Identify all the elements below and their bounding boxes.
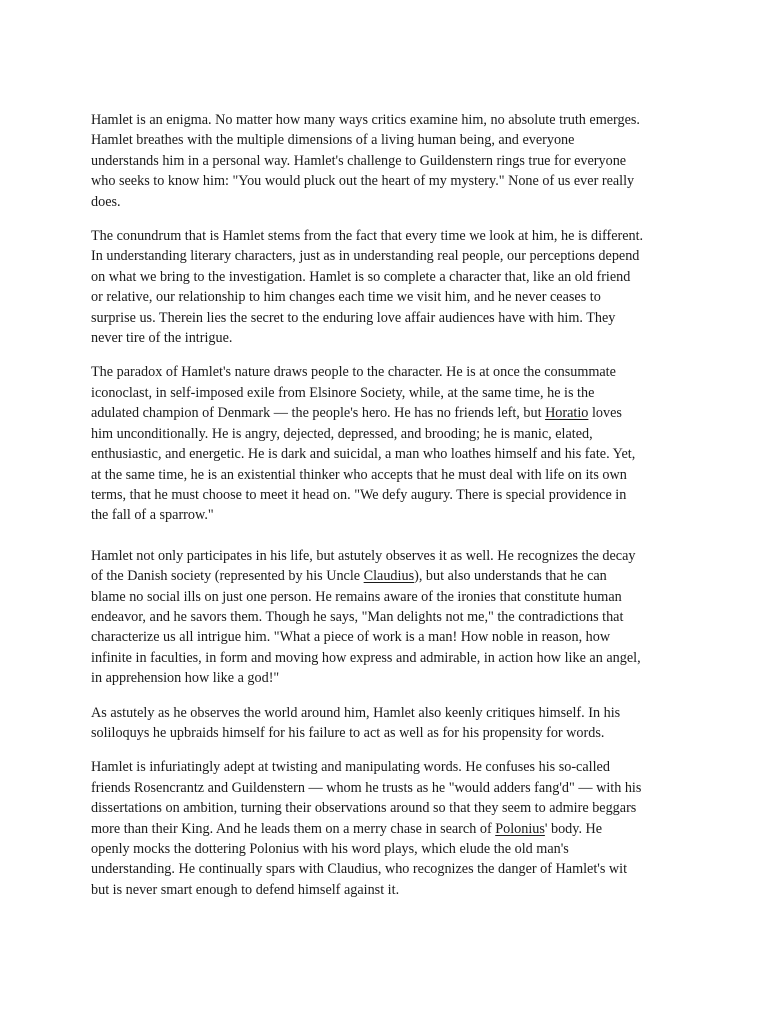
text-line: soliloquys he upbraids himself for his failure to act as well as for his propensity for words. — [91, 724, 605, 741]
paragraph-6 — [91, 757, 686, 900]
text-line: understands him in a personal way. Hamlet's challenge to Guildenstern rings true for everyone — [91, 152, 627, 169]
text-line: understanding. He continually spars with Claudius, who recognizes the danger of Hamlet's wit — [91, 861, 628, 878]
text-line: As astutely as he observes the world around him, Hamlet also keenly critiques himself. In his — [91, 704, 621, 721]
text-line: terms, that he must choose to meet it head on. "We defy augury. There is special providence in — [91, 486, 627, 503]
text-line: iconoclast, in self-imposed exile from Elsinore Society, while, at the same time, he is the — [91, 384, 595, 401]
text-line: infinite in faculties, in form and moving how express and admirable, in action how like an angel, — [91, 649, 641, 666]
text-segment: ), but also understands that he can — [414, 568, 607, 585]
text-segment: adulated champion of Denmark — the people's hero. He has no friends left, but — [91, 405, 546, 422]
text-line: characterize us all intrigue him. "What a piece of work is a man! How noble in reason, how — [91, 629, 611, 646]
text-line — [91, 403, 686, 423]
text-line: who seeks to know him: "You would pluck out the heart of my mystery." None of us ever really — [91, 173, 635, 190]
text-line: surprise us. Therein lies the secret to the enduring love affair audiences have with him. They — [91, 309, 616, 326]
polonius-link[interactable]: Polonius — [495, 820, 545, 837]
text-line: In understanding literary characters, just as in understanding real people, our perceptions depend — [91, 248, 640, 265]
paragraph-5 — [91, 703, 686, 744]
text-line: openly mocks the dottering Polonius with his word plays, which elude the old man's — [91, 841, 569, 857]
text-segment: ' body. He — [544, 820, 603, 837]
text-line: The conundrum that is Hamlet stems from the fact that every time we look at him, he is different. — [91, 228, 644, 245]
text-line — [91, 566, 686, 586]
text-line: never tire of the intrigue. — [91, 330, 233, 347]
text-line: friends Rosencrantz and Guildenstern — whom he trusts as he "would adders fang'd" — with his — [91, 779, 642, 796]
text-line: Hamlet is infuriatingly adept at twisting and manipulating words. He confuses his so-called — [91, 759, 610, 776]
claudius-link[interactable]: Claudius — [363, 568, 415, 585]
text-line: Hamlet breathes with the multiple dimensions of a living human being, and everyone — [91, 132, 575, 149]
text-segment: of the Danish society (represented by his Uncle — [91, 568, 364, 585]
text-line: Hamlet is an enigma. No matter how many ways critics examine him, no absolute truth emerges. — [91, 112, 640, 128]
text-line: him unconditionally. He is angry, dejected, depressed, and brooding; he is manic, elated, — [91, 425, 593, 442]
text-line — [91, 819, 686, 839]
paragraph-2 — [91, 226, 686, 348]
paragraph-3 — [91, 362, 686, 525]
text-line: but is never smart enough to defend himself against it. — [91, 881, 400, 898]
text-line: blame no social ills on just one person. He remains aware of the ironies that constitute human — [91, 588, 622, 605]
text-segment: more than their King. And he leads them on a merry chase in search of — [91, 820, 496, 837]
document-body — [91, 110, 686, 914]
text-line: in apprehension how like a god!" — [91, 670, 280, 687]
paragraph-4 — [91, 546, 686, 689]
text-line: the fall of a sparrow." — [91, 507, 214, 524]
text-line: at the same time, he is an existential thinker who accepts that he must deal with life on its own — [91, 466, 627, 483]
text-line: enthusiastic, and energetic. He is dark and suicidal, a man who loathes himself and his fate. Yet, — [91, 446, 636, 463]
text-segment: loves — [588, 405, 622, 422]
text-line: or relative, our relationship to him changes each time we visit him, and he never ceases to — [91, 289, 601, 306]
text-line: does. — [91, 193, 121, 210]
horatio-link[interactable]: Horatio — [545, 405, 589, 422]
text-line: Hamlet not only participates in his life, but astutely observes it as well. He recognizes the decay — [91, 547, 636, 564]
text-line: The paradox of Hamlet's nature draws people to the character. He is at once the consummate — [91, 364, 616, 381]
text-line: on what we bring to the investigation. Hamlet is so complete a character that, like an old friend — [91, 268, 631, 285]
text-line: dissertations on ambition, turning their observations around so that they seem to admire beggars — [91, 800, 637, 817]
paragraph-1 — [91, 110, 686, 212]
text-line: endeavor, and he savors them. Though he says, "Man delights not me," the contradictions that — [91, 608, 624, 625]
